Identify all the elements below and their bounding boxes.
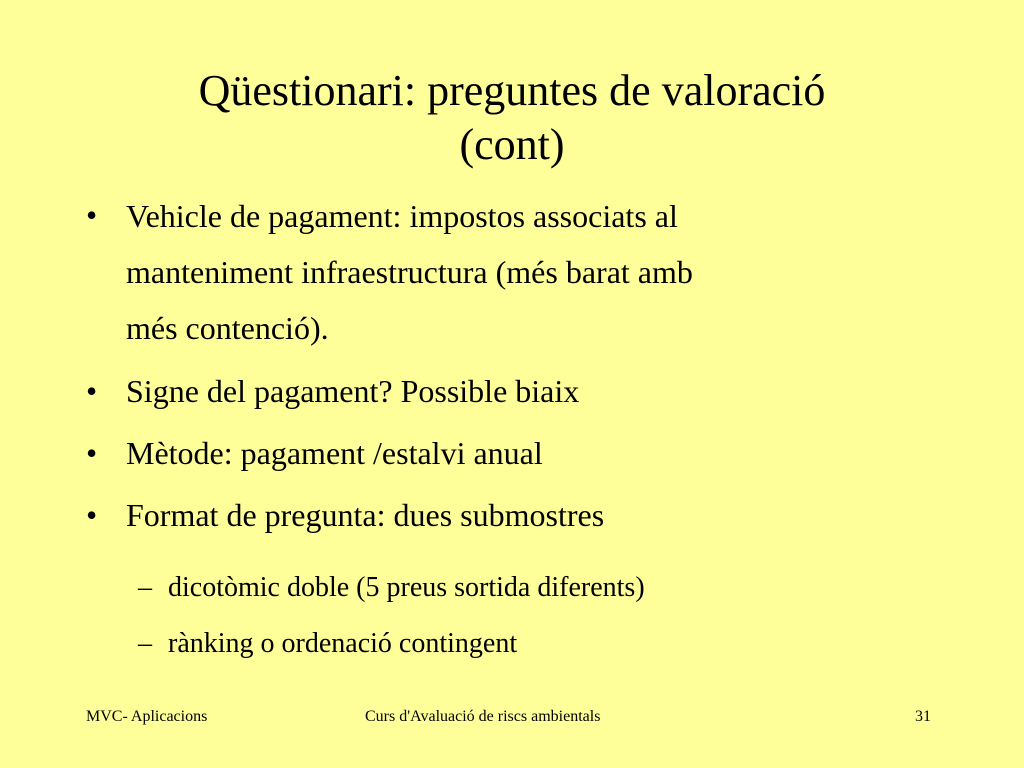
page-number: 31 [915, 708, 931, 725]
slide-title-line-2: (cont) [459, 120, 565, 169]
slide-title [60, 64, 964, 172]
bullet-item [84, 364, 964, 418]
bullet-icon: • [86, 373, 98, 409]
bullet-text-line: Vehicle de pagament: impostos associats al [126, 198, 678, 234]
bullet-icon: • [86, 197, 98, 233]
bullet-text-line: manteniment infraestructura (més barat amb [126, 254, 693, 290]
bullet-text: Format de pregunta: dues submostres [126, 497, 605, 533]
bullet-text-line: més contenció). [126, 310, 329, 346]
footer-center-text: Curs d'Avaluació de riscs ambientals [365, 708, 601, 725]
dash-icon: – [138, 572, 152, 603]
bullet-item [84, 188, 964, 356]
bullet-item [84, 488, 964, 542]
sub-bullet-item [138, 560, 938, 616]
bullet-item [84, 426, 964, 480]
footer-left-text: MVC- Aplicacions [86, 708, 208, 725]
bullet-list [84, 188, 964, 550]
sub-bullet-item [138, 616, 938, 672]
bullet-icon: • [86, 435, 98, 471]
bullet-text: Mètode: pagament /estalvi anual [126, 435, 543, 471]
dash-icon: – [138, 628, 152, 659]
slide-title-line-1: Qüestionari: preguntes de valoració [198, 66, 826, 115]
bullet-text: Signe del pagament? Possible biaix [126, 373, 580, 409]
bullet-icon: • [86, 497, 98, 533]
sub-bullet-list [138, 560, 938, 672]
sub-bullet-text: rànking o ordenació contingent [168, 628, 518, 659]
sub-bullet-text: dicotòmic doble (5 preus sortida diferents) [168, 572, 645, 603]
